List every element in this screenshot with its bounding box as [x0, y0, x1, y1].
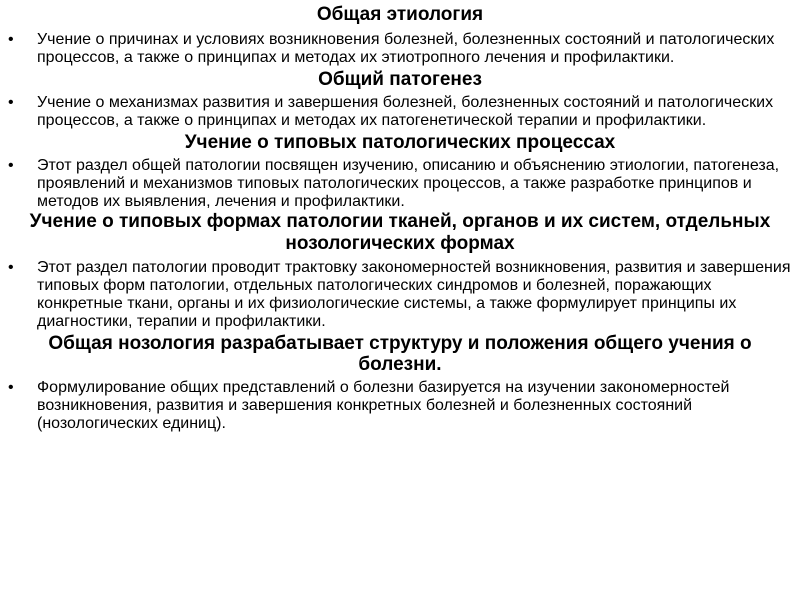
- bullet-text: Учение о причинах и условиях возникновения болезней, болезненных состояний и патологических процессов, а также о принципах и методах их этиотропного лечения и профилактики.: [37, 31, 775, 66]
- bullet-general-pathogenesis: [8, 94, 792, 130]
- bullet-general-etiology: [8, 31, 792, 67]
- bullet-text: Этот раздел общей патологии посвящен изучению, описанию и объяснению этиологии, патогенеза, проявлений и механизмов типовых патологических процессов, а также разработке принципов и методов их выявления, лечения и профилактики.: [37, 157, 780, 210]
- bullet-icon: •: [8, 379, 14, 396]
- bullet-text: Учение о механизмах развития и завершения болезней, болезненных состояний и патологических процессов, а также о принципах и методах их патогенетической терапии и профилактики.: [37, 94, 774, 129]
- bullet-general-nosology: [8, 379, 792, 433]
- bullet-text: Этот раздел патологии проводит трактовку закономерностей возникновения, развития и завершения типовых форм патологии, отдельных патологических синдромов и болезней, поражающих конкретные ткани, органы и их физиологические системы, а также формулирует принципы их диагностики, терапии и профилактики.: [37, 259, 791, 330]
- section-title-typical-pathological-processes: Учение о типовых патологических процессах: [184, 132, 616, 153]
- bullet-icon: •: [8, 259, 14, 276]
- section-title-typical-forms-of-pathology: Учение о типовых формах патологии тканей, органов и их систем, отдельных нозологических формах: [29, 211, 771, 254]
- section-title-general-etiology: Общая этиология: [316, 4, 484, 25]
- bullet-text: Формулирование общих представлений о болезни базируется на изучении закономерностей возникновения, развития и завершения конкретных болезней и болезненных состояний (нозологических единиц).: [37, 379, 730, 432]
- bullet-icon: •: [8, 94, 14, 111]
- section-title-general-pathogenesis: Общий патогенез: [318, 69, 482, 90]
- bullet-typical-pathological-processes: [8, 157, 792, 211]
- bullet-typical-forms-of-pathology: [8, 259, 792, 331]
- bullet-icon: •: [8, 31, 14, 48]
- bullet-icon: •: [8, 157, 14, 174]
- section-title-general-nosology: Общая нозология разрабатывает структуру и положения общего учения о болезни.: [48, 333, 752, 375]
